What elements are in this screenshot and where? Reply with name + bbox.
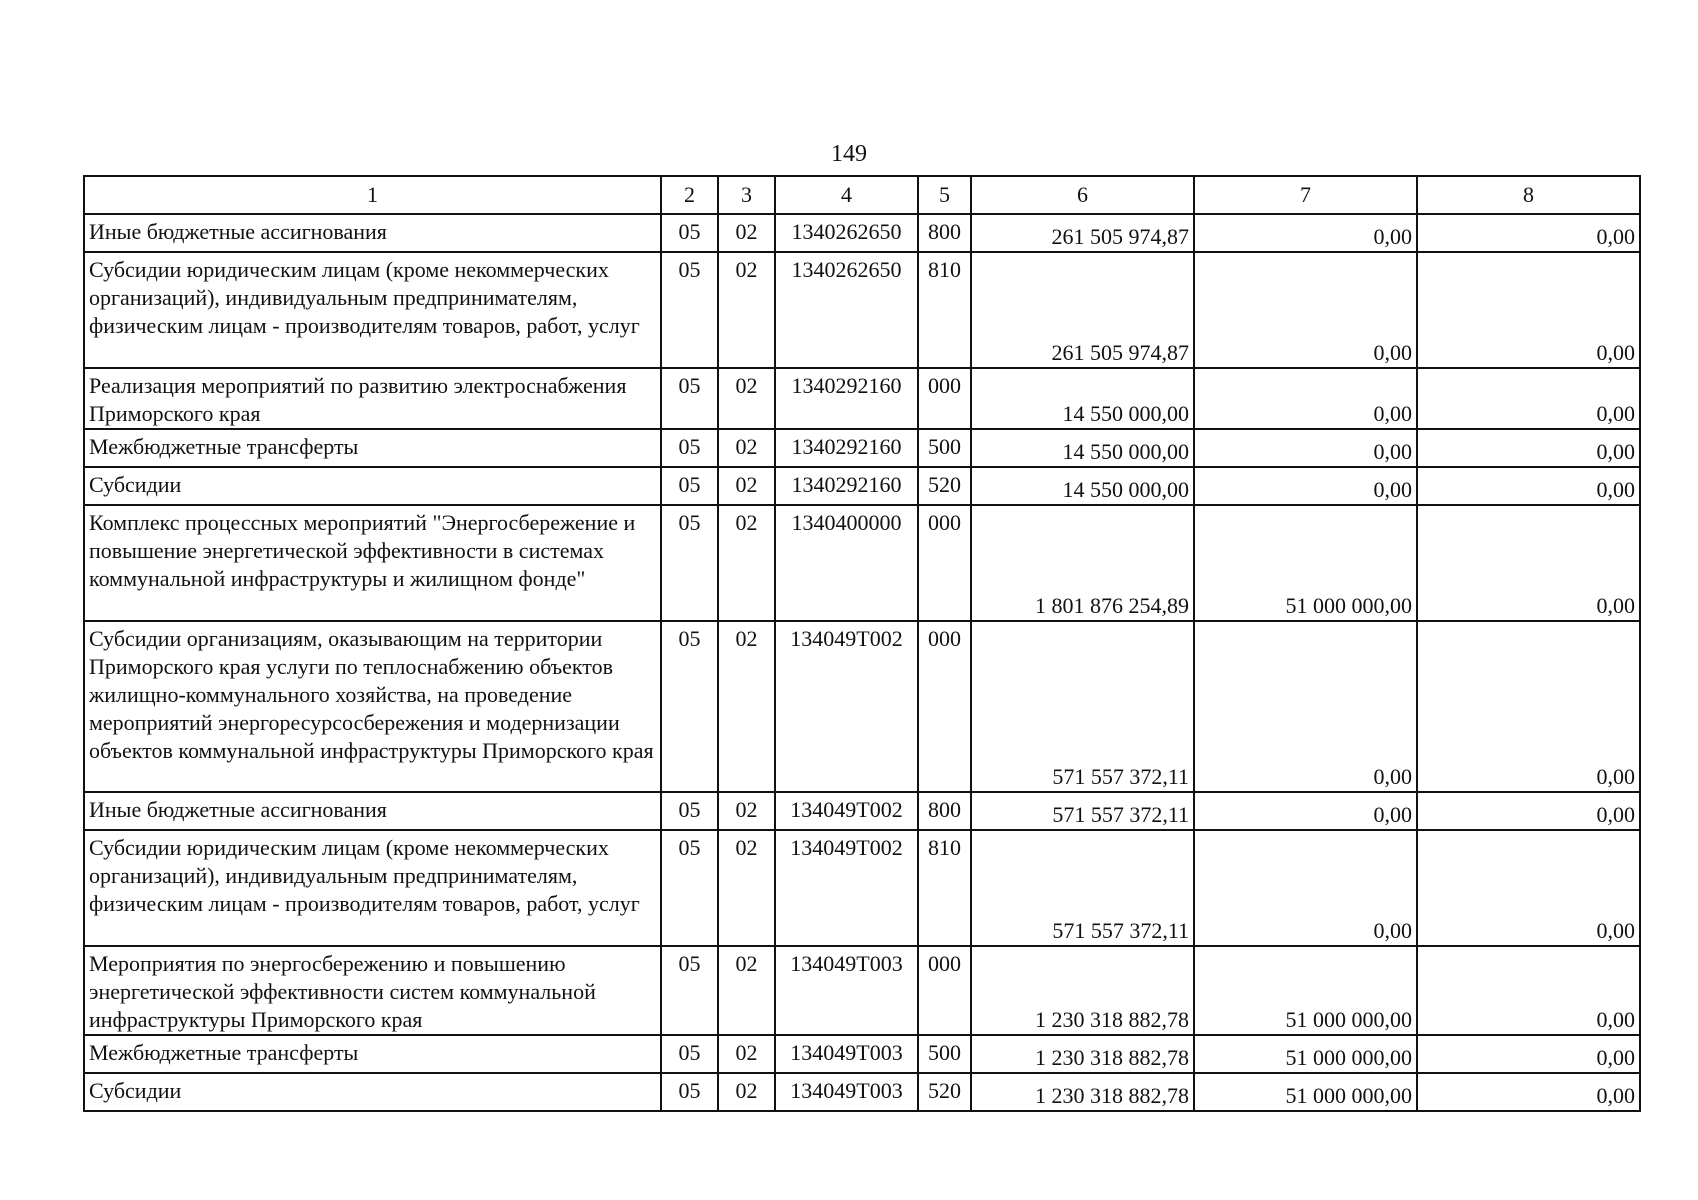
row-name: Субсидии [84,1073,661,1111]
row-subsection: 02 [718,792,775,830]
row-amount-8: 0,00 [1417,368,1640,429]
row-amount-6: 1 230 318 882,78 [971,946,1194,1035]
row-amount-6: 14 550 000,00 [971,429,1194,467]
row-subsection: 02 [718,830,775,946]
table-row [84,1073,1640,1111]
table-row [84,505,1640,621]
table-row [84,214,1640,252]
row-expense-type: 000 [918,368,971,429]
row-amount-6: 571 557 372,11 [971,830,1194,946]
row-section: 05 [661,946,718,1035]
row-subsection: 02 [718,621,775,792]
row-subsection: 02 [718,368,775,429]
row-amount-8: 0,00 [1417,946,1640,1035]
row-section: 05 [661,792,718,830]
row-section: 05 [661,467,718,505]
row-subsection: 02 [718,429,775,467]
row-target-code: 1340262650 [775,252,918,368]
row-expense-type: 520 [918,467,971,505]
table-row [84,467,1640,505]
row-amount-8: 0,00 [1417,830,1640,946]
table-row [84,830,1640,946]
row-expense-type: 000 [918,621,971,792]
col-header-4: 4 [775,176,918,214]
row-subsection: 02 [718,252,775,368]
row-target-code: 134049Т003 [775,1035,918,1073]
col-header-2: 2 [661,176,718,214]
table-header [84,176,1640,214]
row-amount-8: 0,00 [1417,1073,1640,1111]
row-target-code: 134049Т003 [775,946,918,1035]
row-amount-8: 0,00 [1417,505,1640,621]
row-target-code: 134049Т002 [775,621,918,792]
row-target-code: 134049Т003 [775,1073,918,1111]
row-amount-8: 0,00 [1417,1035,1640,1073]
row-amount-7: 0,00 [1194,467,1417,505]
row-section: 05 [661,368,718,429]
row-amount-6: 14 550 000,00 [971,467,1194,505]
row-target-code: 1340262650 [775,214,918,252]
row-amount-6: 571 557 372,11 [971,792,1194,830]
row-amount-8: 0,00 [1417,252,1640,368]
row-amount-7: 0,00 [1194,368,1417,429]
row-expense-type: 800 [918,214,971,252]
row-subsection: 02 [718,467,775,505]
row-name: Мероприятия по энергосбережению и повышению энергетической эффективности систем коммунальной инфраструктуры Приморского края [84,946,661,1035]
budget-table [83,175,1641,1112]
row-amount-6: 1 230 318 882,78 [971,1073,1194,1111]
row-name: Иные бюджетные ассигнования [84,214,661,252]
col-header-3: 3 [718,176,775,214]
row-amount-7: 0,00 [1194,830,1417,946]
row-expense-type: 000 [918,946,971,1035]
row-name: Субсидии юридическим лицам (кроме некоммерческих организаций), индивидуальным предпринимателям, физическим лицам - производителям товаров, работ, услуг [84,252,661,368]
row-section: 05 [661,830,718,946]
row-amount-7: 0,00 [1194,621,1417,792]
row-expense-type: 500 [918,1035,971,1073]
row-amount-8: 0,00 [1417,621,1640,792]
row-target-code: 134049Т002 [775,830,918,946]
row-section: 05 [661,1035,718,1073]
col-header-5: 5 [918,176,971,214]
row-subsection: 02 [718,1073,775,1111]
row-name: Комплекс процессных мероприятий "Энергосбережение и повышение энергетической эффективности в системах коммунальной инфраструктуры и жилищном фонде" [84,505,661,621]
row-section: 05 [661,429,718,467]
row-target-code: 134049Т002 [775,792,918,830]
row-amount-7: 0,00 [1194,429,1417,467]
row-amount-7: 0,00 [1194,792,1417,830]
table-row [84,792,1640,830]
row-subsection: 02 [718,946,775,1035]
table-row [84,946,1640,1035]
row-target-code: 1340292160 [775,467,918,505]
row-section: 05 [661,252,718,368]
row-subsection: 02 [718,505,775,621]
row-target-code: 1340292160 [775,368,918,429]
row-subsection: 02 [718,1035,775,1073]
row-expense-type: 800 [918,792,971,830]
row-amount-8: 0,00 [1417,792,1640,830]
row-amount-8: 0,00 [1417,467,1640,505]
row-amount-7: 51 000 000,00 [1194,1073,1417,1111]
row-name: Межбюджетные трансферты [84,429,661,467]
row-amount-7: 0,00 [1194,252,1417,368]
row-target-code: 1340292160 [775,429,918,467]
row-section: 05 [661,621,718,792]
row-name: Межбюджетные трансферты [84,1035,661,1073]
row-amount-7: 51 000 000,00 [1194,1035,1417,1073]
row-section: 05 [661,214,718,252]
row-target-code: 1340400000 [775,505,918,621]
row-amount-6: 261 505 974,87 [971,214,1194,252]
table-row [84,621,1640,792]
col-header-6: 6 [971,176,1194,214]
row-amount-6: 14 550 000,00 [971,368,1194,429]
col-header-8: 8 [1417,176,1640,214]
row-amount-6: 261 505 974,87 [971,252,1194,368]
row-amount-6: 1 230 318 882,78 [971,1035,1194,1073]
table-row [84,1035,1640,1073]
row-expense-type: 500 [918,429,971,467]
row-amount-7: 0,00 [1194,214,1417,252]
row-expense-type: 810 [918,252,971,368]
row-name: Реализация мероприятий по развитию электроснабжения Приморского края [84,368,661,429]
row-name: Субсидии организациям, оказывающим на территории Приморского края услуги по теплоснабжению объектов жилищно-коммунального хозяйства, на проведение мероприятий энергоресурсосбережения и модернизации объектов коммунальной инфраструктуры Приморского края [84,621,661,792]
row-section: 05 [661,505,718,621]
row-amount-8: 0,00 [1417,214,1640,252]
table-row [84,252,1640,368]
header-row [84,176,1640,214]
row-expense-type: 520 [918,1073,971,1111]
row-amount-8: 0,00 [1417,429,1640,467]
col-header-7: 7 [1194,176,1417,214]
row-expense-type: 810 [918,830,971,946]
row-name: Иные бюджетные ассигнования [84,792,661,830]
table-row [84,368,1640,429]
page-number: 149 [831,141,867,167]
row-section: 05 [661,1073,718,1111]
row-amount-6: 1 801 876 254,89 [971,505,1194,621]
row-name: Субсидии [84,467,661,505]
table-body [84,214,1640,1111]
row-name: Субсидии юридическим лицам (кроме некоммерческих организаций), индивидуальным предпринимателям, физическим лицам - производителям товаров, работ, услуг [84,830,661,946]
row-amount-6: 571 557 372,11 [971,621,1194,792]
row-subsection: 02 [718,214,775,252]
col-header-1: 1 [84,176,661,214]
row-amount-7: 51 000 000,00 [1194,505,1417,621]
table-row [84,429,1640,467]
row-amount-7: 51 000 000,00 [1194,946,1417,1035]
row-expense-type: 000 [918,505,971,621]
